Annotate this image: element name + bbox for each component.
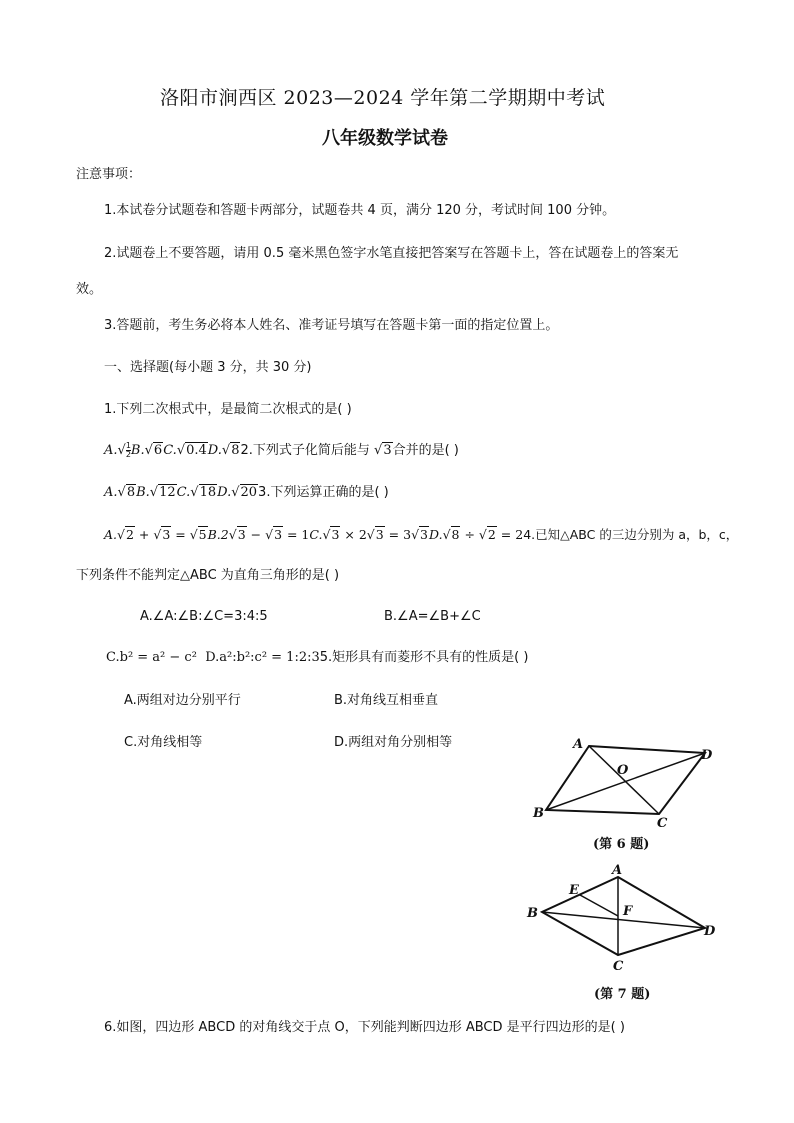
radical: √8 (442, 527, 460, 542)
section-heading: 一、选择题(每小题 3 分，共 30 分) (104, 360, 312, 375)
radical: √2 (478, 527, 496, 542)
q2-stem-radical: √3 (374, 443, 392, 458)
q1-option-b-radical: √6 (144, 443, 163, 458)
q2-option-b-radical: √12 (149, 485, 176, 500)
radical: √3 (366, 527, 384, 542)
fraction-numerator: 1 (125, 441, 131, 450)
q2-option-d-label: D. (217, 485, 232, 500)
radicand: 18 (199, 485, 217, 500)
radical: √3 (411, 527, 428, 542)
figure-7-label-a: A (612, 863, 623, 878)
question-6-stem: 6.如图，四边形 ABCD 的对角线交于点 O，下列能判断四边形 ABCD 是平行四边形的是( ) (104, 1020, 625, 1035)
equals: = 3 (384, 527, 412, 542)
radicand: 20 (240, 485, 258, 500)
question-3-options-line (104, 523, 738, 547)
figure-7-label-f: F (623, 904, 633, 919)
q3-option-a-label: A. (104, 527, 118, 542)
q5-option-a: A.两组对边分别平行 (124, 693, 241, 708)
figure-6-label-d: D (701, 748, 713, 763)
radical: √5 (189, 527, 207, 542)
figure-7-label-d: D (704, 924, 716, 939)
radicand: 3 (237, 527, 246, 542)
equals: = 2 (496, 527, 524, 542)
question-4-stem-cont: 下列条件不能判定△ABC 为直角三角形的是( ) (76, 568, 340, 583)
notes-item-2: 2.试题卷上不要答题，请用 0.5 毫米黑色签字水笔直接把答案写在答题卡上，答在试题卷上的答案无 (104, 246, 679, 261)
question-1-stem: 1.下列二次根式中，是最简二次根式的是( ) (104, 402, 352, 417)
question-4-stem: 4.已知△ABC 的三边分别为 a，b，c， (523, 527, 739, 542)
q1-option-a-label: A. (104, 443, 118, 458)
figure-7-label-e: E (569, 883, 579, 898)
q2-option-c-label: C. (176, 485, 191, 500)
operator: ÷ (460, 527, 479, 542)
q4-option-a: A.∠A:∠B:∠C=3:4:5 (140, 609, 268, 624)
notes-item-2-cont: 效。 (76, 282, 103, 297)
figure-6-diagonal-ac (589, 746, 659, 814)
notes-heading: 注意事项： (76, 167, 142, 182)
radicand: 3 (274, 527, 283, 542)
equals: = 1 (283, 527, 310, 542)
question-2-options-line (104, 481, 389, 505)
radicand: 3 (331, 527, 340, 542)
figure-6-label-o: O (617, 763, 629, 778)
equals: = (171, 527, 190, 542)
exam-subtitle: 八年级数学试卷 (322, 128, 448, 149)
figure-7-caption: (第 7 题) (594, 987, 651, 1002)
question-5-stem: 5.矩形具有而菱形不具有的性质是( ) (319, 650, 529, 665)
figure-6-label-a: A (573, 737, 584, 752)
q2-option-a-label: A. (104, 485, 118, 500)
figure-7-rhombus (520, 862, 730, 1007)
radicand: 0.4 (186, 443, 207, 458)
operator: + (134, 527, 154, 542)
q1-option-b-label: B. (130, 443, 145, 458)
radicand: 6 (153, 443, 163, 458)
q2-option-c-radical: √18 (190, 485, 217, 500)
q5-option-d: D.两组对角分别相等 (334, 735, 453, 750)
q2-option-b-label: B. (136, 485, 150, 500)
q2-option-d-radical: √20 (231, 485, 258, 500)
q5-option-c: C.对角线相等 (124, 735, 203, 750)
q4-option-c: C.b² = a² − c² (106, 650, 197, 665)
figure-6-label-c: C (657, 816, 668, 831)
question-1-options-line (104, 439, 459, 463)
radicand: 3 (420, 527, 428, 542)
q2-option-a-radical: √8 (117, 485, 136, 500)
fraction-denominator: 2 (125, 450, 131, 459)
exam-title: 洛阳市涧西区 2023—2024 学年第二学期期中考试 (160, 87, 606, 109)
radicand: 8 (126, 485, 136, 500)
radicand: 8 (451, 527, 460, 542)
operator: − (246, 527, 266, 542)
figure-7-label-c: C (613, 959, 624, 974)
radicand: 3 (162, 527, 171, 542)
radicand: 3 (375, 527, 384, 542)
question-2-stem: 2.下列式子化简后能与 (240, 443, 370, 458)
figure-6-outline (546, 746, 705, 814)
q1-option-a-radical: √ $\frac{1}{2}$ (117, 441, 131, 459)
radical: √3 (228, 527, 246, 542)
radicand: 2 (487, 527, 496, 542)
radicand: 3 (383, 443, 392, 458)
figure-6-diagonal-bd (546, 753, 705, 810)
q5-option-b: B.对角线互相垂直 (334, 693, 439, 708)
figure-7-segment-ef (580, 895, 618, 916)
q3-option-d-label: D. (429, 527, 443, 542)
q1-option-c-label: C. (163, 443, 177, 458)
q3-option-b-label: B.2 (207, 527, 229, 542)
radical: √2 (117, 527, 134, 542)
q4-option-b: B.∠A=∠B+∠C (384, 609, 481, 624)
q1-option-d-label: D. (207, 443, 222, 458)
figure-7-label-b: B (527, 906, 538, 921)
q3-option-c-label: C. (309, 527, 323, 542)
question-4-5-line (106, 651, 528, 664)
question-3-stem: 3.下列运算正确的是( ) (258, 485, 389, 500)
radicand: 2 (125, 527, 134, 542)
operator: × 2 (340, 527, 367, 542)
radicand: 8 (231, 443, 240, 458)
radical: √3 (265, 527, 283, 542)
figure-6-parallelogram (525, 728, 725, 858)
q4-option-d: D.a²:b²:c² = 1:2:3 (205, 650, 320, 665)
radical: √3 (322, 527, 340, 542)
figure-6-caption: (第 6 题) (593, 837, 650, 852)
q1-option-c-radical: √0.4 (176, 443, 207, 458)
question-2-stem-end: 合并的是( ) (392, 443, 459, 458)
figure-6-label-b: B (533, 806, 544, 821)
radicand: 12 (159, 485, 176, 500)
notes-item-1: 1.本试卷分试题卷和答题卡两部分，试题卷共 4 页，满分 120 分，考试时间 100 分钟。 (104, 203, 616, 218)
radicand: 5 (198, 527, 207, 542)
q1-option-d-radical: √8 (221, 443, 240, 458)
notes-item-3: 3.答题前，考生务必将本人姓名、准考证号填写在答题卡第一面的指定位置上。 (104, 318, 559, 333)
radical: √3 (153, 527, 171, 542)
